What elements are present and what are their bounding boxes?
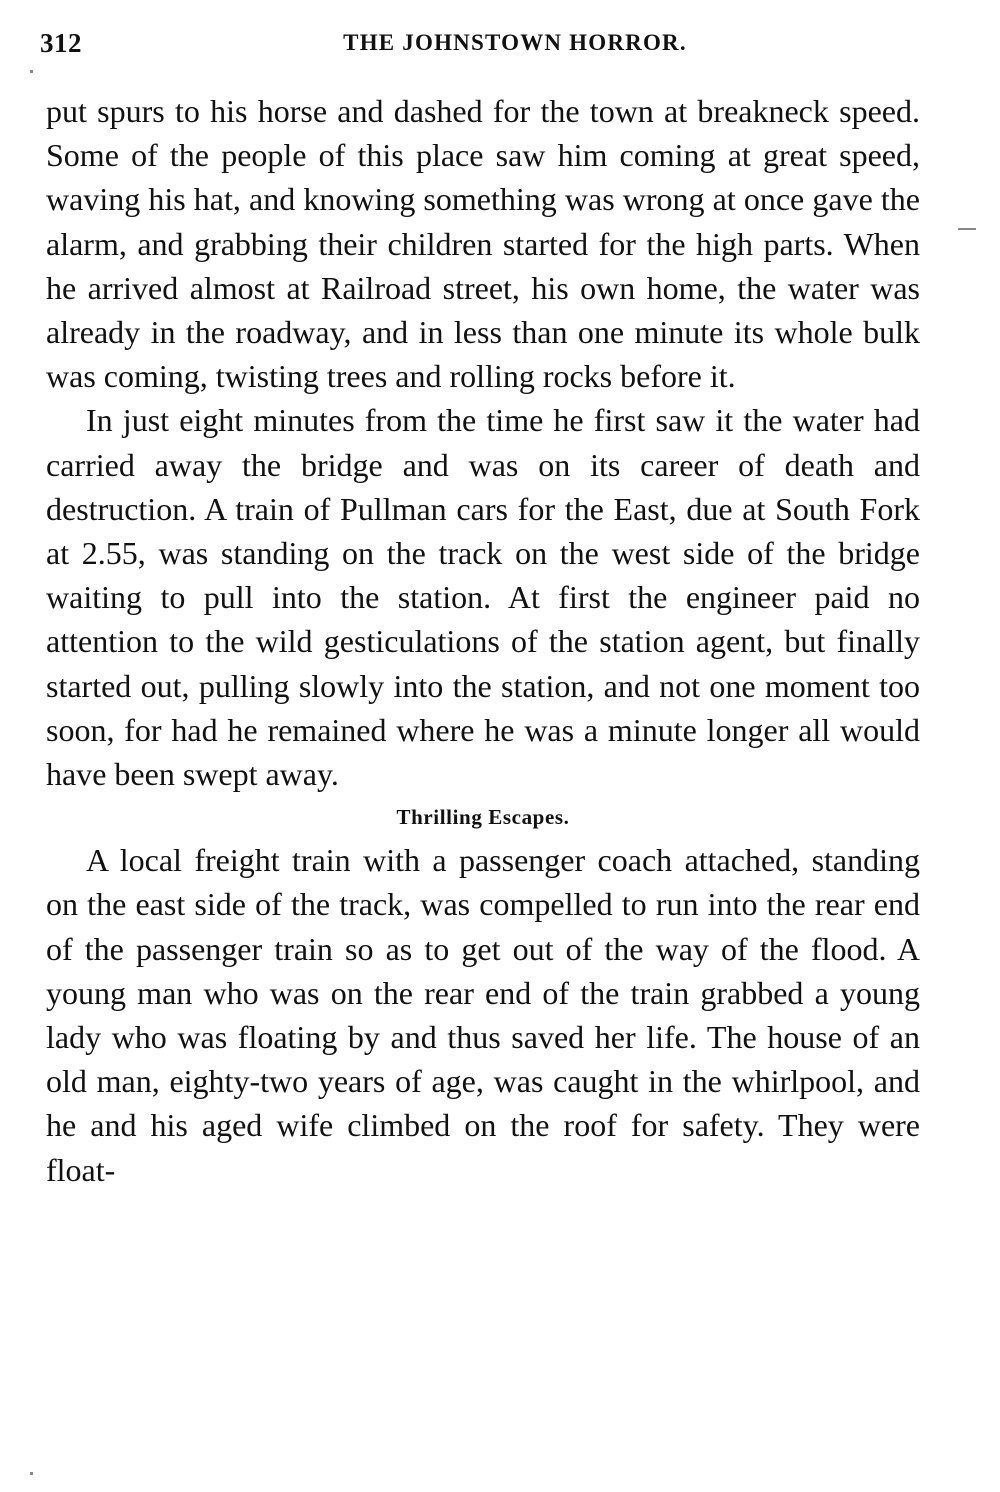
paragraph-local-freight: A local freight train with a passenger coach attached, standing on the east side of the track, was compelled to run into the rear end of the passenger train so as to get out of the way of the flood. A young man who was on the rear end of the train grabbed a young lady who was floating by and thus saved her life. The house of an old man, eighty-two years of age, was caught in the whirlpool, and he and his aged wife climbed on the roof for safety. They were float-: [46, 842, 920, 1188]
scan-speck: [30, 1472, 33, 1475]
scan-mark: [958, 228, 976, 230]
body-text: [46, 89, 920, 1192]
section-heading: Thrilling Escapes.: [396, 805, 570, 830]
running-title: THE JOHNSTOWN HORROR.: [343, 30, 687, 55]
paragraph-continued: put spurs to his horse and dashed for the town at breakneck speed. Some of the people of this place saw him coming at great speed, waving his hat, and knowing something was wrong at once gave the alarm, and grabbing their children started for the high parts. When he arrived almost at Railroad street, his own home, the water was already in the roadway, and in less than one minute its whole bulk was coming, twisting trees and rolling rocks before it.: [46, 93, 920, 395]
scan-speck: [30, 70, 33, 73]
running-head: [40, 28, 920, 60]
page-number: 312: [40, 28, 82, 58]
paragraph-eight-minutes: In just eight minutes from the time he first saw it the water had carried away the bridge and was on its career of death and destruction. A train of Pullman cars for the East, due at South Fork at 2.55, was standing on the track on the west side of the bridge waiting to pull into the station. At first the engineer paid no attention to the wild gesticulations of the station agent, but finally started out, pulling slowly into the station, and not one moment too soon, for had he remained where he was a minute longer all would have been swept away.: [46, 402, 920, 793]
